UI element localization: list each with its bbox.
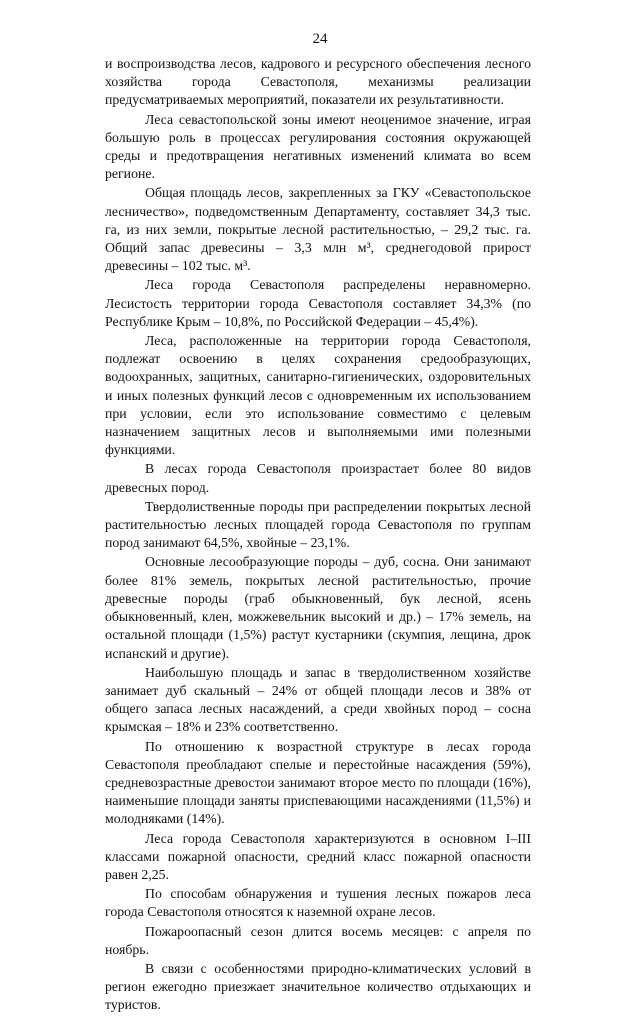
paragraph-hardwood-share: Твердолиственные породы при распределении покрытых лесной растительностью лесных площадей города Севастополя по группам пород занимают 64,5%, хвойные – 23,1%. [105, 498, 531, 551]
paragraph-fire-class: Леса города Севастополя характеризуются в основном I–III классами пожарной опасности, средний класс пожарной опасности равен 2,25. [105, 830, 531, 882]
paragraph-continuation: и воспроизводства лесов, кадрового и ресурсного обеспечения лесного хозяйства города Севастополя, механизмы реализации предусматриваемых мероприятий, показатели их результативности. [105, 56, 531, 108]
page-number: 24 [312, 31, 328, 47]
paragraph-tourists: В связи с особенностями природно-климатических условий в регион ежегодно приезжает значительное количество отдыхающих и туристов. [105, 960, 531, 1013]
paragraph-main-species: Основные лесообразующие породы – дуб, сосна. Они занимают более 81% земель, покрытых лесной растительностью, прочие древесные породы (граб обыкновенный, бук лесной, ясень обыкновенный, клен, можжевельник высокий и др.) – 17% земель, на остальной площади (1,5%) растут кустарники (скумпия, лещина, дрок испанский и другие). [105, 554, 531, 661]
paragraph-fire-detection: По способам обнаружения и тушения лесных пожаров леса города Севастополя относятся к наземной охране лесов. [105, 886, 531, 920]
paragraph-forest-area: Общая площадь лесов, закрепленных за ГКУ «Севастопольское лесничество», подведомственным Департаменту, составляет 34,3 тыс. га, из них земли, покрытые лесной растительностью, – 29,2 тыс. га. Общий запас древесины – 3,3 млн м³, среднегодовой прирост древесины – 102 тыс. м³. [105, 185, 531, 274]
paragraph-forest-use: Леса, расположенные на территории города Севастополя, подлежат освоению в целях сохранения средообразующих, водоохранных, защитных, санитарно-гигиенических, оздоровительных и иных полезных функций лесов с одновременным их использованием при условии, если это использование совместимо с целевым назначением защитных лесов и выполняемыми ими полезными функциями. [105, 333, 531, 458]
paragraph-forest-value: Леса севастопольской зоны имеют неоценимое значение, играя большую роль в процессах регулирования состояния окружающей среды и предотвращения негативных изменений климата во всем регионе. [105, 111, 531, 182]
document-body [105, 55, 531, 1016]
paragraph-age-structure: По отношению к возрастной структуре в лесах города Севастополя преобладают спелые и перестойные насаждения (59%), средневозрастные древостои занимают второе место по площади (16%), наименьшие площади заняты приспевающими насаждениями (11,5%) и молодняками (14%). [105, 738, 531, 827]
paragraph-forest-cover: Леса города Севастополя распределены неравномерно. Лесистость территории города Севастополя составляет 34,3% (по Республике Крым – 10,8%, по Российской Федерации – 45,4%). [105, 277, 531, 329]
paragraph-tree-species: В лесах города Севастополя произрастает более 80 видов древесных пород. [105, 461, 531, 495]
paragraph-fire-season: Пожароопасный сезон длится восемь месяцев: с апреля по ноябрь. [105, 923, 531, 957]
paragraph-largest-area: Наибольшую площадь и запас в твердолиственном хозяйстве занимает дуб скальный – 24% от общей площади лесов и 38% от общего запаса лесных насаждений, а среди хвойных пород – сосна крымская – 18% и 23% соответственно. [105, 664, 531, 735]
